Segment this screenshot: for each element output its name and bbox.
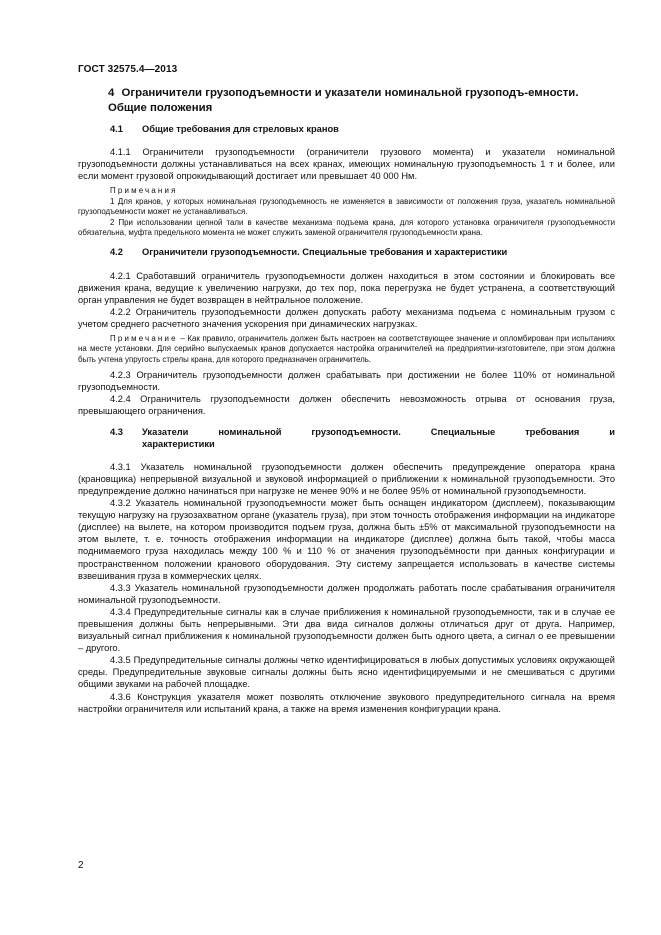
paragraph-4-3-6: 4.3.6 Конструкция указателя может позволять отключение звукового предупредительного сигнала на время настройки ограничителя или испытаний крана, а также на время изменения конфигурации крана.	[78, 691, 615, 714]
note-2: 2 При использовании цепной тали в качестве механизма подъема крана, для которого установка ограничителя грузоподъемности обязательна, муфта предельного момента не может служить заменой ограничителя грузоподъемности крана.	[78, 217, 615, 237]
subsection-title: Ограничители грузоподъемности. Специальные требования и характеристики	[142, 247, 508, 258]
paragraph-4-3-4: 4.3.4 Предупредительные сигналы как в случае приближения к номинальной грузоподъемности, так и в случае ее превышения должны быть непрерывными. Эти два вида сигналов должны отличаться друг от друга. Например, визуальный сигнал приближения к номинальной грузоподъемности должен быть одного цвета, а сигнал о ее превышении – другого.	[78, 606, 615, 654]
page-number: 2	[78, 860, 84, 871]
note-1: 1 Для кранов, у которых номинальная грузоподъемность не изменяется в зависимости от положения груза, указатель номинальной грузоподъемности может не устанавливаться.	[78, 196, 615, 217]
note-text: – Как правило, ограничитель должен быть настроен на соответствующее значение и опломбирован при испытаниях на месте установки. Для серийно выпускаемых кранов допускается настройка ограничителей на предприятии-изготовителе, при этом должна быть учтена упругость стрелы крана, для которого предназначен ограничитель.	[78, 333, 615, 364]
paragraph-4-2-2: 4.2.2 Ограничитель грузоподъемности должен допускать работу механизма подъема с номинальным грузом с учетом среднего расчетного значения ускорения при динамических нагрузках.	[78, 306, 615, 329]
section-title-text: Ограничители грузоподъемности и указатели номинальной грузоподъ-емности. Общие положения	[108, 87, 579, 114]
subsection-heading-4-3	[78, 426, 615, 438]
subsection-heading-4-1	[78, 123, 615, 135]
paragraph-4-2-4: 4.2.4 Ограничитель грузоподъемности должен обеспечить невозможность отрыва от основания груза, превышающего ограничения.	[78, 394, 615, 417]
document-body	[78, 86, 615, 715]
note-label: Примечание	[110, 333, 178, 343]
subsection-title-line1: Указатели номинальной грузоподъемности. Специальные требования и	[142, 426, 615, 437]
subsection-title: Общие требования для стреловых кранов	[142, 124, 339, 134]
paragraph-4-3-2: 4.3.2 Указатель номинальной грузоподъемности может быть оснащен индикатором (дисплеем), показывающим текущую нагрузку на грузозахватном органе (указатель груза), при этом точность отображения информации на индикаторе (дисплее) на вылете, на котором производится подъем груза, должна быть ±5% от максимальной грузоподъемности на этом вылете, т. е. точность отображения информации на индикаторе (дисплее) должна быть такой, чтобы масса поднимаемого груза находилась между 100 % и 110 % от значения грузоподъёмности при данных конфигурации и пространственном положении кранового оборудования. Эту систему запрещается использовать в качестве системы взвешивания груза в коммерческих целях.	[78, 498, 615, 581]
subsection-heading-4-2	[78, 246, 615, 258]
paragraph-4-3-5: 4.3.5 Предупредительные сигналы должны четко идентифицироваться в любых допустимых условиях окружающей среды. Предупредительные звуковые сигналы должны быть ясно идентифицируемыми и не смешиваться с другими общими звуками на рабочей площадке.	[78, 655, 615, 690]
subsection-title-line2: характеристики	[142, 438, 215, 449]
note-4-2	[78, 334, 615, 365]
section-number: 4	[108, 87, 115, 99]
subsection-number: 4.3	[110, 426, 123, 437]
subsection-number: 4.1	[110, 124, 123, 134]
paragraph-4-3-3: 4.3.3 Указатель номинальной грузоподъемности должен продолжать работать после срабатывания ограничителя номинальной грузоподъемности.	[78, 582, 615, 605]
notes-label: Примечания	[110, 186, 178, 196]
section-title	[78, 86, 615, 115]
paragraph-4-1-1: 4.1.1 Ограничители грузоподъемности (ограничители грузового момента) и указатели номинальной грузоподъемности должны устанавливаться на всех кранах, имеющих номинальную грузоподъемность 1 т и более, или если момент грузовой опрокидывающий достигает или превышает 40 000 Нм.	[78, 147, 615, 182]
document-header: ГОСТ 32575.4—2013	[78, 64, 178, 75]
paragraph-4-2-3: 4.2.3 Ограничитель грузоподъемности должен срабатывать при достижении не более 110% от номинальной грузоподъемности.	[78, 370, 615, 393]
paragraph-4-3-1: 4.3.1 Указатель номинальной грузоподъемности должен обеспечить предупреждение оператора крана (крановщика) непрерывной визуальной и звуковой информацией о приближении к номинальной грузоподъемности. Это предупреждение должно начинаться при нагрузке не менее 90% и не более 95% от номинальной грузоподъемности.	[78, 461, 615, 496]
subsection-number: 4.2	[110, 247, 123, 258]
paragraph-4-2-1: 4.2.1 Сработавший ограничитель грузоподъемности должен находиться в этом состоянии и блокировать все движения крана, ведущие к увеличению нагрузки, до тех пор, пока перегрузка не будет устранена, а соответствующий орган управления не будет возвращен в нейтральное положение.	[78, 270, 615, 305]
